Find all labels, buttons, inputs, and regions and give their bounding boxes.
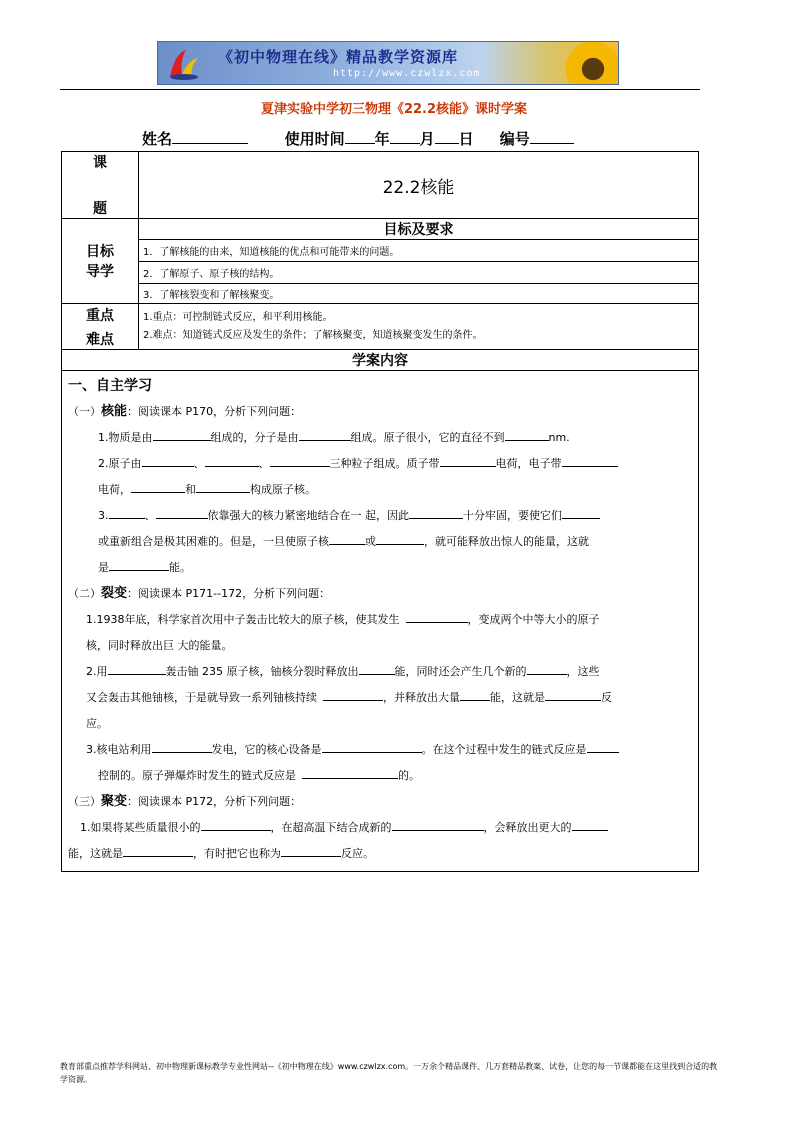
worksheet-table [61, 151, 699, 872]
goals-header: 目标及要求 [139, 219, 699, 240]
s2-heading [68, 581, 692, 607]
blank[interactable] [201, 818, 271, 831]
name-blank[interactable] [172, 129, 248, 144]
year-label: 年 [374, 130, 390, 148]
blank[interactable] [156, 506, 208, 519]
blank[interactable] [281, 844, 341, 857]
blank[interactable] [153, 428, 211, 441]
goal-item: 1．了解核能的由来，知道核能的优点和可能带来的问题。 [139, 240, 699, 262]
blank[interactable] [329, 532, 365, 545]
content-body [62, 371, 699, 872]
s1-q3: 3. 、 依靠强大的核力紧密地结合在一 起，因此 十分牢固，要使它们 [68, 503, 692, 529]
s1-heading [68, 399, 692, 425]
day-label: 日 [458, 130, 474, 148]
s1-prefix: （一） [68, 405, 101, 418]
topic-value: 22.2核能 [139, 152, 699, 219]
keypoints-label [62, 304, 139, 350]
day-blank[interactable] [435, 129, 459, 144]
blank[interactable] [562, 506, 600, 519]
blank[interactable] [572, 818, 608, 831]
month-label: 月 [419, 130, 435, 148]
time-label: 使用时间 [284, 130, 345, 148]
s3-prefix: （三） [68, 795, 101, 808]
blank[interactable] [392, 818, 484, 831]
blank[interactable] [109, 558, 169, 571]
s1-title: 核能 [101, 404, 128, 419]
banner-url: http://www.czwlzx.com [333, 68, 481, 79]
s1-q2-cont: 电荷， 和 构成原子核。 [68, 477, 692, 503]
content-header: 学案内容 [62, 350, 699, 371]
blank[interactable] [409, 506, 463, 519]
s2-intro: ：阅读课本 P171--172，分析下列问题： [127, 587, 331, 600]
header-banner [157, 41, 619, 85]
s2-q2-cont2: 应。 [86, 717, 108, 730]
s2-q3: 3.核电站利用 发电，它的核心设备是 。在这个过程中发生的链式反应是 [68, 737, 692, 763]
s1-intro: ：阅读课本 P170，分析下列问题： [127, 405, 302, 418]
goals-label [62, 219, 139, 304]
blank[interactable] [152, 740, 212, 753]
topic-label-top: 课 [93, 155, 107, 171]
blank[interactable] [440, 454, 496, 467]
s2-q2-cont: 又会轰击其他铀核，于是就导致一系列铀核持续 ，并释放出大量 能，这就是 反 [68, 685, 692, 711]
s3-title: 聚变 [101, 794, 128, 809]
blank[interactable] [505, 428, 549, 441]
blank[interactable] [562, 454, 618, 467]
keypoints-label-2: 难点 [86, 331, 114, 348]
s2-q1-cont: 核，同时释放出巨 大的能量。 [86, 639, 233, 652]
blank[interactable] [545, 688, 601, 701]
footer-text: 教育部重点推荐学科网站、初中物理新课标教学专业性网站--《初中物理在线》www.czwlzx.com。一万余个精品课件、几万套精品教案、试卷，让您的每一节课都能在这里找到合适的教学资源。 [60, 1062, 718, 1084]
topic-label [62, 152, 139, 219]
name-label: 姓名 [142, 130, 173, 148]
blank[interactable] [587, 740, 619, 753]
goal-item: 2．了解原子、原子核的结构。 [139, 262, 699, 284]
number-label: 编号 [499, 130, 530, 148]
sunflower-icon [558, 41, 619, 85]
s2-title: 裂变 [101, 586, 128, 601]
goals-label-2: 导学 [86, 264, 114, 280]
blank[interactable] [142, 454, 194, 467]
s2-q1: 1.1938年底，科学家首次用中子轰击比较大的原子核，使其发生 ，变成两个中等大小的原子 [68, 607, 692, 633]
keypoint-item: 2.难点：知道链式反应及发生的条件；了解核聚变，知道核聚变发生的条件。 [143, 329, 483, 341]
s2-q3-cont: 控制的。原子弹爆炸时发生的链式反应是 的。 [68, 763, 692, 789]
keypoint-item: 1.重点：可控制链式反应，和平利用核能。 [143, 311, 333, 323]
section-title: 一、自主学习 [68, 378, 152, 394]
s1-q1: 1.物质是由 组成的，分子是由 组成。原子很小，它的直径不到 nm. [68, 425, 692, 451]
blank[interactable] [376, 532, 424, 545]
month-blank[interactable] [390, 129, 420, 144]
logo-icon [166, 46, 202, 82]
s2-q2: 2.用 轰击铀 235 原子核，铀核分裂时释放出 能，同时还会产生几个新的 ，这些 [68, 659, 692, 685]
s3-q1-cont: 能，这就是 ，有时把它也称为 反应。 [68, 841, 692, 867]
year-blank[interactable] [345, 129, 375, 144]
s3-heading [68, 789, 692, 815]
header-rule [60, 89, 700, 90]
blank[interactable] [123, 844, 193, 857]
s2-prefix: （二） [68, 587, 101, 600]
s1-q3-cont: 或重新组合是极其困难的。但是，一旦使原子核 或 ，就可能释放出惊人的能量，这就 [68, 529, 692, 555]
school-title: 夏津实验中学初三物理《22.2核能》课时学案 [260, 102, 528, 117]
blank[interactable] [302, 766, 398, 779]
topic-label-bottom: 题 [93, 201, 107, 217]
number-blank[interactable] [530, 129, 574, 144]
goals-label-1: 目标 [86, 244, 114, 260]
blank[interactable] [108, 662, 166, 675]
banner-title: 《初中物理在线》精品教学资源库 [218, 48, 459, 66]
blank[interactable] [131, 480, 185, 493]
blank[interactable] [299, 428, 351, 441]
blank[interactable] [460, 688, 490, 701]
blank[interactable] [205, 454, 259, 467]
s1-q3-cont2: 是 能。 [68, 555, 692, 581]
goal-item: 3．了解核裂变和了解核聚变。 [139, 284, 699, 304]
s3-intro: ：阅读课本 P172，分析下列问题： [127, 795, 302, 808]
info-line [142, 128, 574, 149]
blank[interactable] [527, 662, 567, 675]
keypoints-list [139, 304, 699, 350]
blank[interactable] [196, 480, 250, 493]
blank[interactable] [406, 610, 468, 623]
blank[interactable] [323, 688, 383, 701]
blank[interactable] [322, 740, 422, 753]
s1-q2: 2.原子由 、 、 三种粒子组成。质子带 电荷，电子带 [68, 451, 692, 477]
keypoints-label-1: 重点 [86, 307, 114, 324]
s3-q1: 1.如果将某些质量很小的 ，在超高温下结合成新的 ，会释放出更大的 [68, 815, 692, 841]
blank[interactable] [270, 454, 330, 467]
blank[interactable] [109, 506, 145, 519]
blank[interactable] [359, 662, 395, 675]
